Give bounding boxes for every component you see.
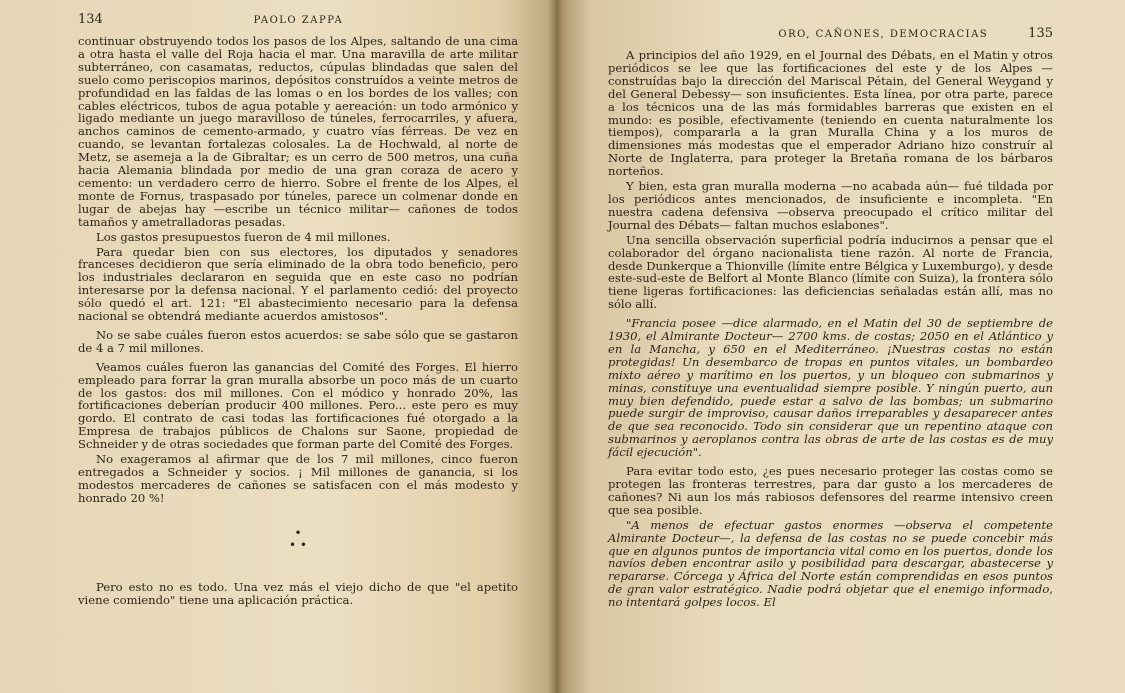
paragraph: Una sencilla observación superficial podría inducirnos a pensar que el colaborador del órgano nacionalista tiene razón. Al norte de Francia, desde Dunkerque a Thionville (límite entre Bélgica y Luxemburgo), y desde este-sud-este de Belfort al Monte Blanco (límite con Suiza), la frontera sólo tiene ligeras fortificaciones: las deficiencias señaladas están allí, mas no sólo allí. <box>608 232 1053 312</box>
right-page <box>556 0 1125 693</box>
left-running-head: PAOLO ZAPPA <box>253 15 344 26</box>
left-closing-text <box>78 581 518 607</box>
paragraph: Veamos cuáles fueron las ganancias del Comité des Forges. El hierro empleado para forrar la gran muralla absorbe un poco más de un cuarto de los gastos: dos mil millones. Con el módico y honrado 20%, las fortificaciones deberían producir 400 millones. Pero... este pero es muy gordo. El contrato de casi todas las fortificaciones fué otorgado a la Empresa de trabajos públicos de Chalons sur Saone, propiedad de Schneider y de otras sociedades que forman parte del Comité des Forges. <box>78 359 518 452</box>
ornament-bottom: • • <box>289 537 307 552</box>
left-page <box>0 0 556 693</box>
paragraph: No exageramos al afirmar que de los 7 mil millones, cinco fueron entregados a Schneider y socios. ¡ Mil millones de ganancia, si los modestos mercaderes de cañones se satisfacen con el más modesto y honrado 20 %! <box>78 452 518 505</box>
paragraph: Para evitar todo esto, ¿es pues necesario proteger las costas como se protegen las fronteras terrestres, para dar gusto a los mercaderes de cañones? Ni aun los más rabiosos defensores del rearme intensivo creen que sea posible. <box>608 464 1053 517</box>
paragraph: Pero esto no es todo. Una vez más el viejo dicho de que "el apetito viene comiendo" tiene una aplicación práctica. <box>78 579 518 607</box>
paragraph: Y bien, esta gran muralla moderna —no acabada aún— fué tildada por los periódicos antes mencionados, de insuficiente e incompleta. "En nuestra cadena defensiva —observa preocupado el crítico militar del Journal des Débats— faltan muchos eslabones". <box>608 179 1053 232</box>
paragraph: continuar obstruyendo todos los pasos de los Alpes, saltando de una cima a otra hasta el valle del Roja hacia el mar. Una maravilla de arte militar subterráneo, con casamatas, reductos, cúpulas blindadas que salen del suelo como periscopios marinos, depósitos construídos a veinte metros de profundidad en las faldas de las lomas o en los bordes de los valles; con cables eléctricos, tubos de agua potable y aereación: un todo armónico y ligado mediante un juego maravilloso de túneles, ferrocarriles, y afuera, anchos caminos de cemento-armado, y cuatro vías férreas. De vez en cuando, se levantan fortalezas colosales. La de Hochwald, al norte de Metz, se asemeja a la de Gibraltar; es un cerro de 500 metros, una cuña hacia Alemania blindada por medio de una gran coraza de acero y cemento: un verdadero cerro de hierro. Sobre el frente de los Alpes, el monte de Fornus, traspasado por túneles, parece un colmenar donde en lugar de abejas hay —escribe un técnico militar— cañones de todos tamaños y ametralladoras pesadas. <box>78 34 518 229</box>
quotation-paragraph: "Francia posee —dice alarmado, en el Matin del 30 de septiembre de 1930, el Almirante Docteur— 2700 kms. de costas; 2050 en el Atlántico y en la Mancha, y 650 en el Mediterráneo. ¡Nuestras costas no están protegidas! Un desembarco de tropas en puntos vitales, un bombardeo mixto aéreo y marítimo en los puertos, y un bloqueo con submarinos y minas, constituye una eventualidad siempre posible. Y ningún puerto, aun muy bien defendido, puede estar a salvo de las bombas; un submarino puede surgir de improviso, causar daños irreparables y desaparecer antes de que sea reconocido. Todo sin considerar que un repentino ataque con submarinos y aeroplanos contra las obras de arte de las costas es de muy fácil ejecución". <box>608 316 1053 460</box>
paragraph: Para quedar bien con sus electores, los diputados y senadores franceses decidieron que sería eliminado de la obra todo beneficio, pero los industriales declararon en seguida que en este caso no podrían interesarse por la defensa nacional. Y el parlamento cedió: del proyecto sólo quedó el art. 121: "El abastecimiento necesario para la defensa nacional se obtendrá mediante acuerdos amistosos". <box>78 244 518 324</box>
ornament-top: • <box>294 525 302 540</box>
left-page-number: 134 <box>78 12 103 27</box>
right-page-text <box>608 49 1053 609</box>
quotation-paragraph: "A menos de efectuar gastos enormes —observa el competente Almirante Docteur—, la defensa de las costas no se puede concebir más que en algunos puntos de importancia vital como en los puertos, donde los navíos deben encontrar asilo y posibilidad para descargar, abastecerse y repararse. Córcega y África del Norte están comprendidas en esos puntos de gran valor estratégico. Nadie podrá objetar que el enemigo informado, no intentará golpes locos. El <box>608 517 1053 610</box>
right-running-head: ORO, CAÑONES, DEMOCRACIAS <box>778 29 989 40</box>
section-ornament <box>78 527 518 551</box>
left-page-text <box>78 35 518 505</box>
paragraph: Los gastos presupuestos fueron de 4 mil millones. <box>96 229 391 244</box>
right-page-header <box>608 26 1053 41</box>
paragraph: No se sabe cuáles fueron estos acuerdos: se sabe sólo que se gastaron de 4 a 7 mil millones. <box>78 327 518 355</box>
paragraph: A principios del año 1929, en el Journal des Débats, en el Matin y otros periódicos se lee que las fortificaciones del este y de los Alpes —construídas bajo la dirección del Mariscal Pétain, del General Weygand y del General Debessy— son insuficientes. Esta línea, por otra parte, parece a los técnicos una de las más formidables barreras que existen en el mundo: es posible, efectivamente (teniendo en cuenta naturalmente los tiempos), compararla a la gran Muralla China y a los muros de dimensiones más modestas que el emperador Adriano hizo construír al Norte de Inglaterra, para proteger la Bretaña romana de los bárbaros norteños. <box>608 48 1053 179</box>
left-page-header <box>78 12 518 27</box>
right-page-number: 135 <box>1028 26 1053 41</box>
